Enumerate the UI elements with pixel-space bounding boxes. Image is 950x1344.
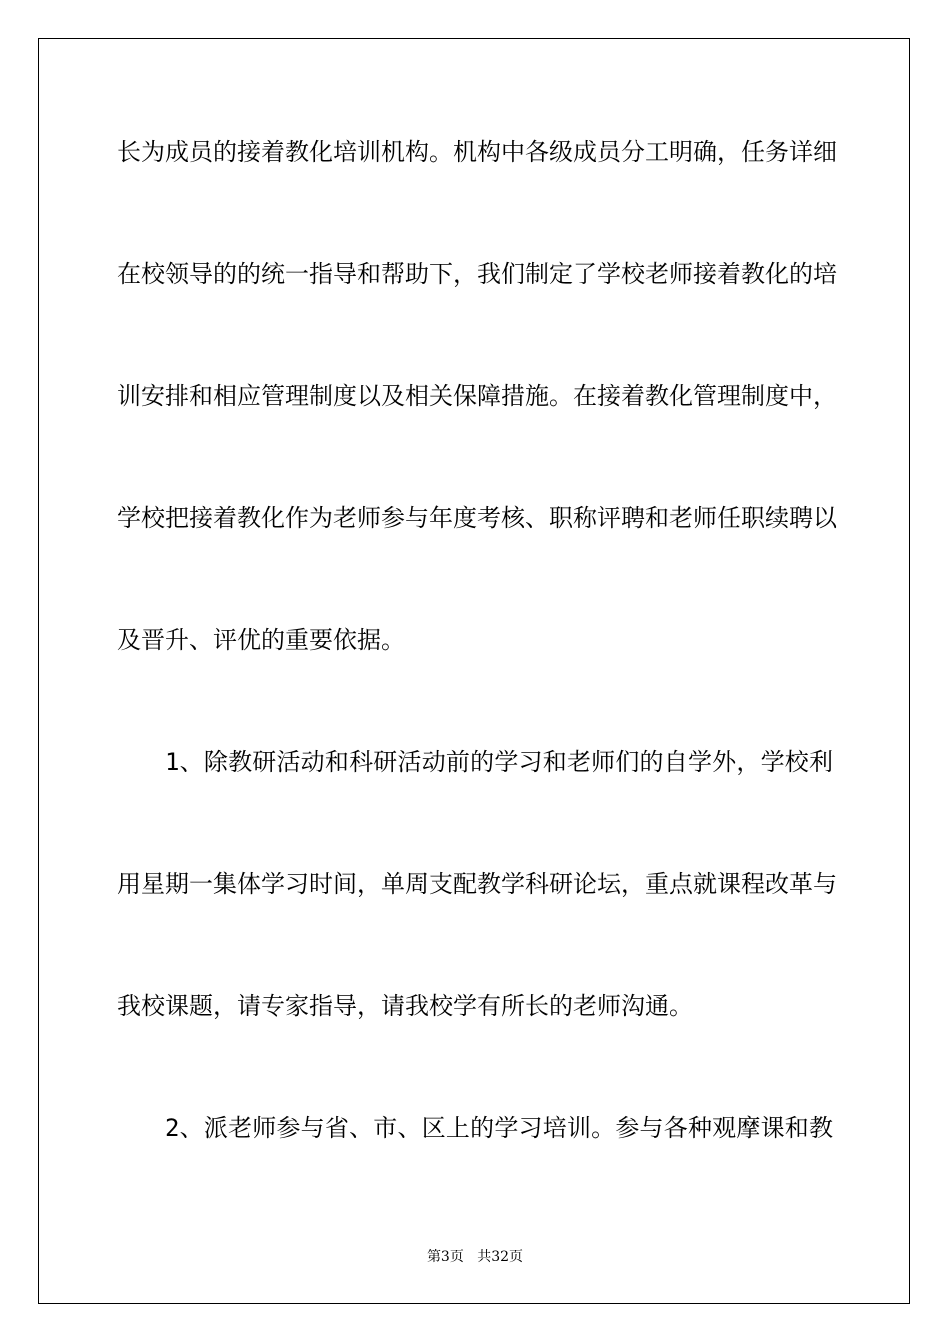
text-line: 长为成员的接着教化培训机构。机构中各级成员分工明确，任务详细 [117,138,837,166]
text-line: 用星期一集体学习时间，单周支配教学科研论坛，重点就课程改革与 [117,870,837,898]
text-line: 在校领导的的统一指导和帮助下，我们制定了学校老师接着教化的培 [117,260,837,288]
text-line: 我校课题，请专家指导，请我校学有所长的老师沟通。 [117,992,693,1020]
page-number: 第3页 [426,1249,464,1265]
text-line: 训安排和相应管理制度以及相关保障措施。在接着教化管理制度中， [117,382,837,410]
text-line: 学校把接着教化作为老师参与年度考核、职称评聘和老师任职续聘以 [117,504,837,532]
page-footer [0,1247,950,1267]
text-line: 2、派老师参与省、市、区上的学习培训。参与各种观摩课和教 [165,1114,833,1142]
text-line: 及晋升、评优的重要依据。 [117,626,405,654]
page-total: 共32页 [477,1249,524,1265]
text-line: 1、除教研活动和科研活动前的学习和老师们的自学外，学校利 [165,748,833,776]
